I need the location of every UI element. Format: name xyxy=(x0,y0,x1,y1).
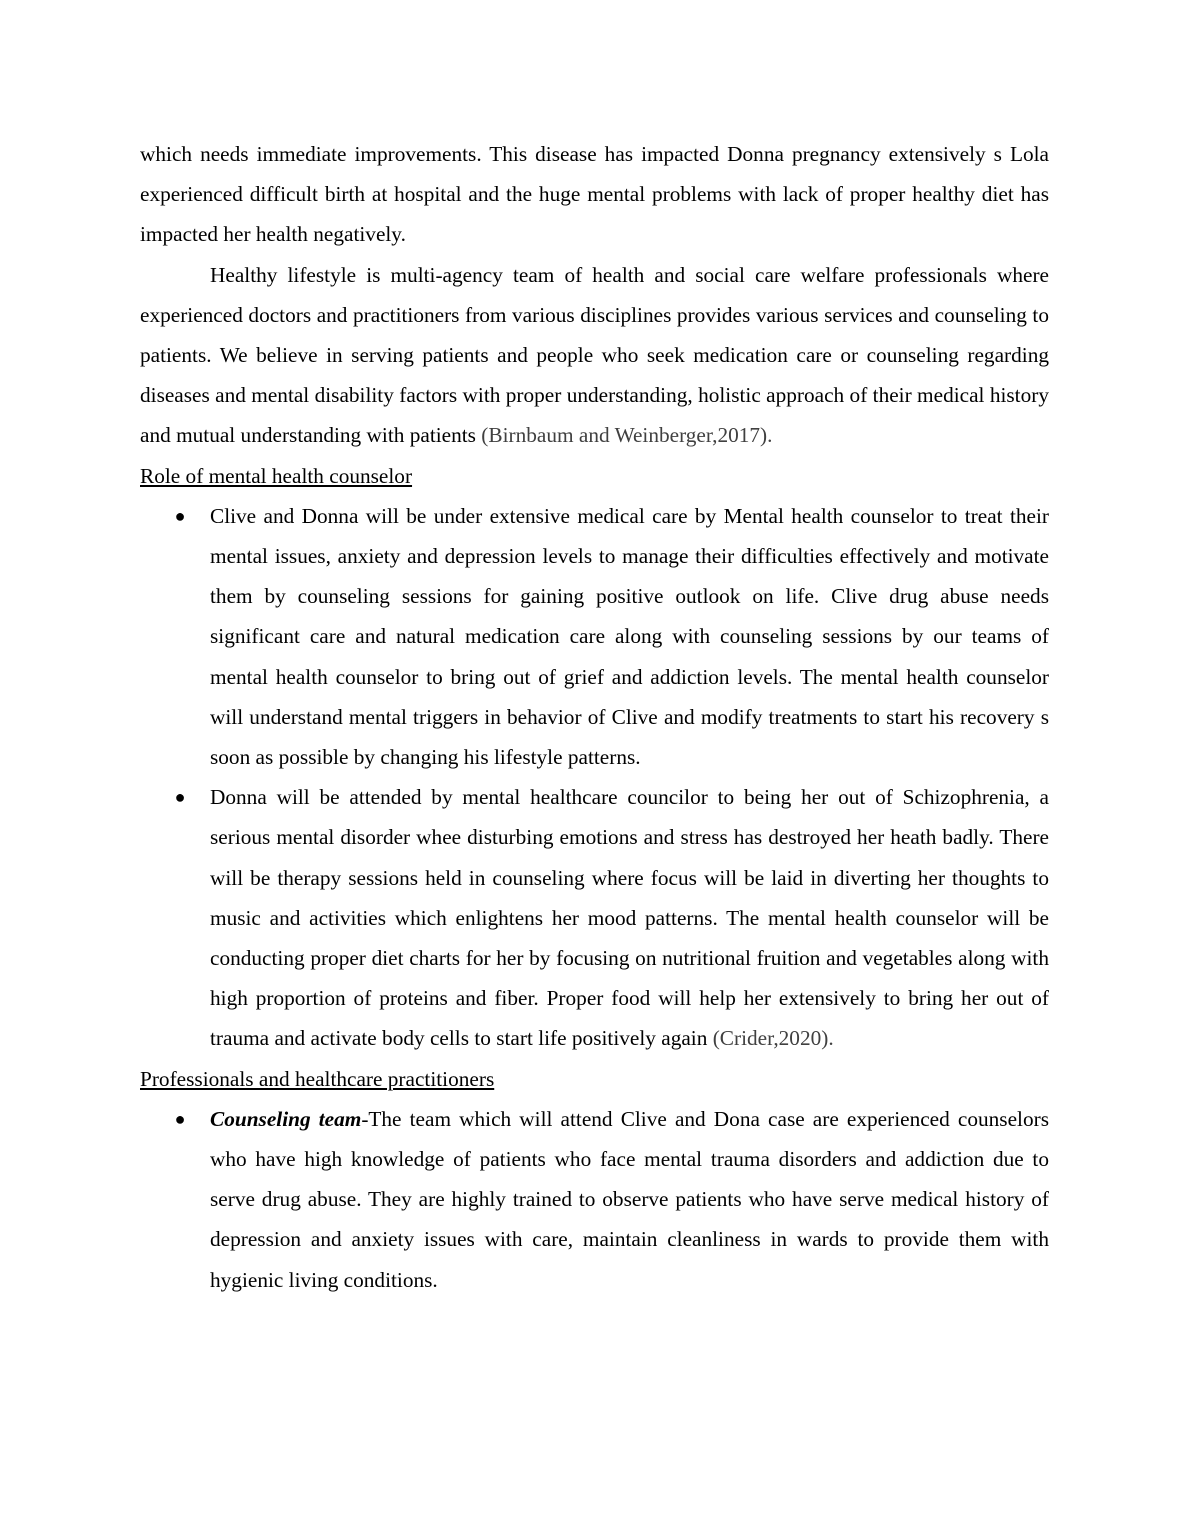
list-item xyxy=(140,1099,1049,1300)
list-item-lead: Counseling team xyxy=(210,1106,362,1131)
bullet-list-professionals xyxy=(140,1099,1049,1300)
bullet-icon: ● xyxy=(174,787,186,808)
bullet-list-role xyxy=(140,496,1049,1059)
bullet-icon: ● xyxy=(174,1108,186,1129)
list-item-text: -The team which will attend Clive and Dona case are experienced counselors who have high knowledge of patients who face mental trauma disorders and addiction due to serve drug abuse. They are highly trained to observe patients who have serve medical history of depression and anxiety issues with care, maintain cleanliness in wards to provide them with hygienic living conditions. xyxy=(210,1106,1049,1292)
bullet-icon: ● xyxy=(174,505,186,526)
section-heading-professionals: Professionals and healthcare practitioners xyxy=(140,1066,495,1091)
paragraph-healthy-lifestyle xyxy=(140,255,1049,456)
paragraph-text: Healthy lifestyle is multi-agency team of health and social care welfare professionals where experienced doctors and practitioners from various disciplines provides various services and counseling to patients. We believe in serving patients and people who seek medication care or counseling regarding diseases and mental disability factors with proper understanding, holistic approach of their medical history and mutual understanding with patients xyxy=(140,262,1049,448)
citation: (Crider,2020). xyxy=(712,1026,834,1051)
citation: (Birnbaum and Weinberger,2017). xyxy=(481,423,773,448)
list-item xyxy=(140,777,1049,1058)
paragraph-continuation: which needs immediate improvements. This disease has impacted Donna pregnancy extensively s Lola experienced difficult birth at hospital and the huge mental problems with lack of proper healthy diet has impacted her health negatively. xyxy=(140,142,1049,247)
list-item-text: Donna will be attended by mental healthcare councilor to being her out of Schizophrenia, a serious mental disorder whee disturbing emotions and stress has destroyed her heath badly. There will be therapy sessions held in counseling where focus will be laid in diverting her thoughts to music and activities which enlightens her mood patterns. The mental health counselor will be conducting proper diet charts for her by focusing on nutritional fruition and vegetables along with high proportion of proteins and fiber. Proper food will help her extensively to bring her out of trauma and activate body cells to start life positively again xyxy=(210,785,1049,1051)
list-item-text: Clive and Donna will be under extensive medical care by Mental health counselor to treat their mental issues, anxiety and depression levels to manage their difficulties effectively and motivate them by counseling sessions for gaining positive outlook on life. Clive drug abuse needs significant care and natural medication care along with counseling sessions by our teams of mental health counselor to bring out of grief and addiction levels. The mental health counselor will understand mental triggers in behavior of Clive and modify treatments to start his recovery s soon as possible by changing his lifestyle patterns. xyxy=(210,503,1049,770)
list-item xyxy=(140,496,1049,777)
document-page xyxy=(140,134,1049,1300)
section-heading-role: Role of mental health counselor xyxy=(140,463,413,488)
